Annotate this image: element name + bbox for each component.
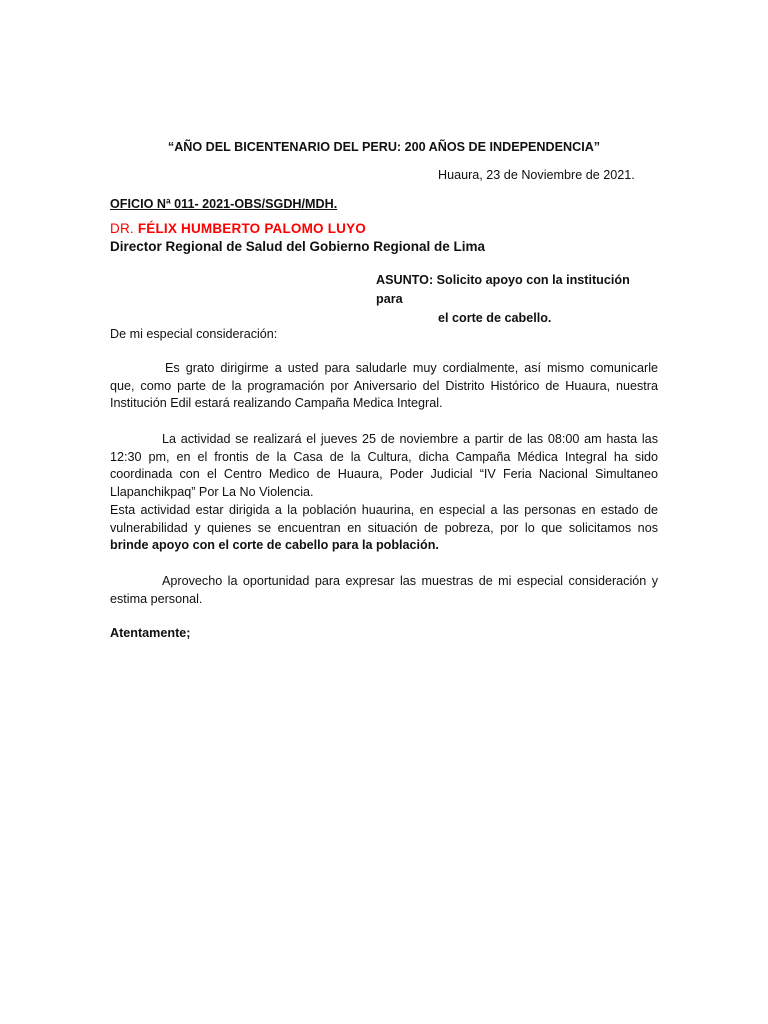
paragraph-1: Es grato dirigirme a usted para saludarle muy cordialmente, así mismo comunicarle que, como parte de la programación por Aniversario del Distrito Histórico de Huaura, nuestra Institución Edil estará realizando Campaña Medica Integral. [110, 361, 658, 411]
recipient-title: Director Regional de Salud del Gobierno Regional de Lima [110, 239, 486, 254]
paragraph-3-text: Esta actividad estar dirigida a la población huaurina, en especial a las personas en estado de vulnerabilidad y quienes se encuentran en situación de pobreza, por lo que solicitamos nos [110, 503, 658, 535]
recipient-prefix: DR. [110, 221, 138, 236]
subject-line-2: el corte de cabello. [438, 311, 552, 325]
closing: Atentamente; [110, 626, 191, 640]
paragraph-2: La actividad se realizará el jueves 25 de noviembre a partir de las 08:00 am hasta las 12:30 pm, en el frontis de la Casa de la Cultura, dicha Campaña Médica Integral ha sido coordinada con el Centro Medico de Huaura, Poder Judicial “IV Feria Nacional Simultaneo Llapanchikpaq” Por La No Violencia. [110, 432, 658, 499]
subject-line-1: ASUNTO: Solicito apoyo con la institución para [376, 273, 630, 306]
salutation: De mi especial consideración: [110, 327, 278, 341]
recipient-name-text: FÉLIX HUMBERTO PALOMO LUYO [137, 221, 367, 236]
date-line: Huaura, 23 de Noviembre de 2021. [438, 168, 635, 182]
paragraph-3 [110, 502, 658, 555]
oficio-number: OFICIO Nª 011- 2021-OBS/SGDH/MDH. [110, 197, 338, 211]
recipient-name [110, 221, 366, 236]
year-title: “AÑO DEL BICENTENARIO DEL PERU: 200 AÑOS DE INDEPENDENCIA” [167, 140, 601, 154]
paragraph-3-bold-text: brinde apoyo con el corte de cabello para la población. [110, 538, 439, 553]
paragraph-4: Aprovecho la oportunidad para expresar las muestras de mi especial consideración y estima personal. [110, 574, 658, 606]
subject-block [376, 271, 658, 328]
